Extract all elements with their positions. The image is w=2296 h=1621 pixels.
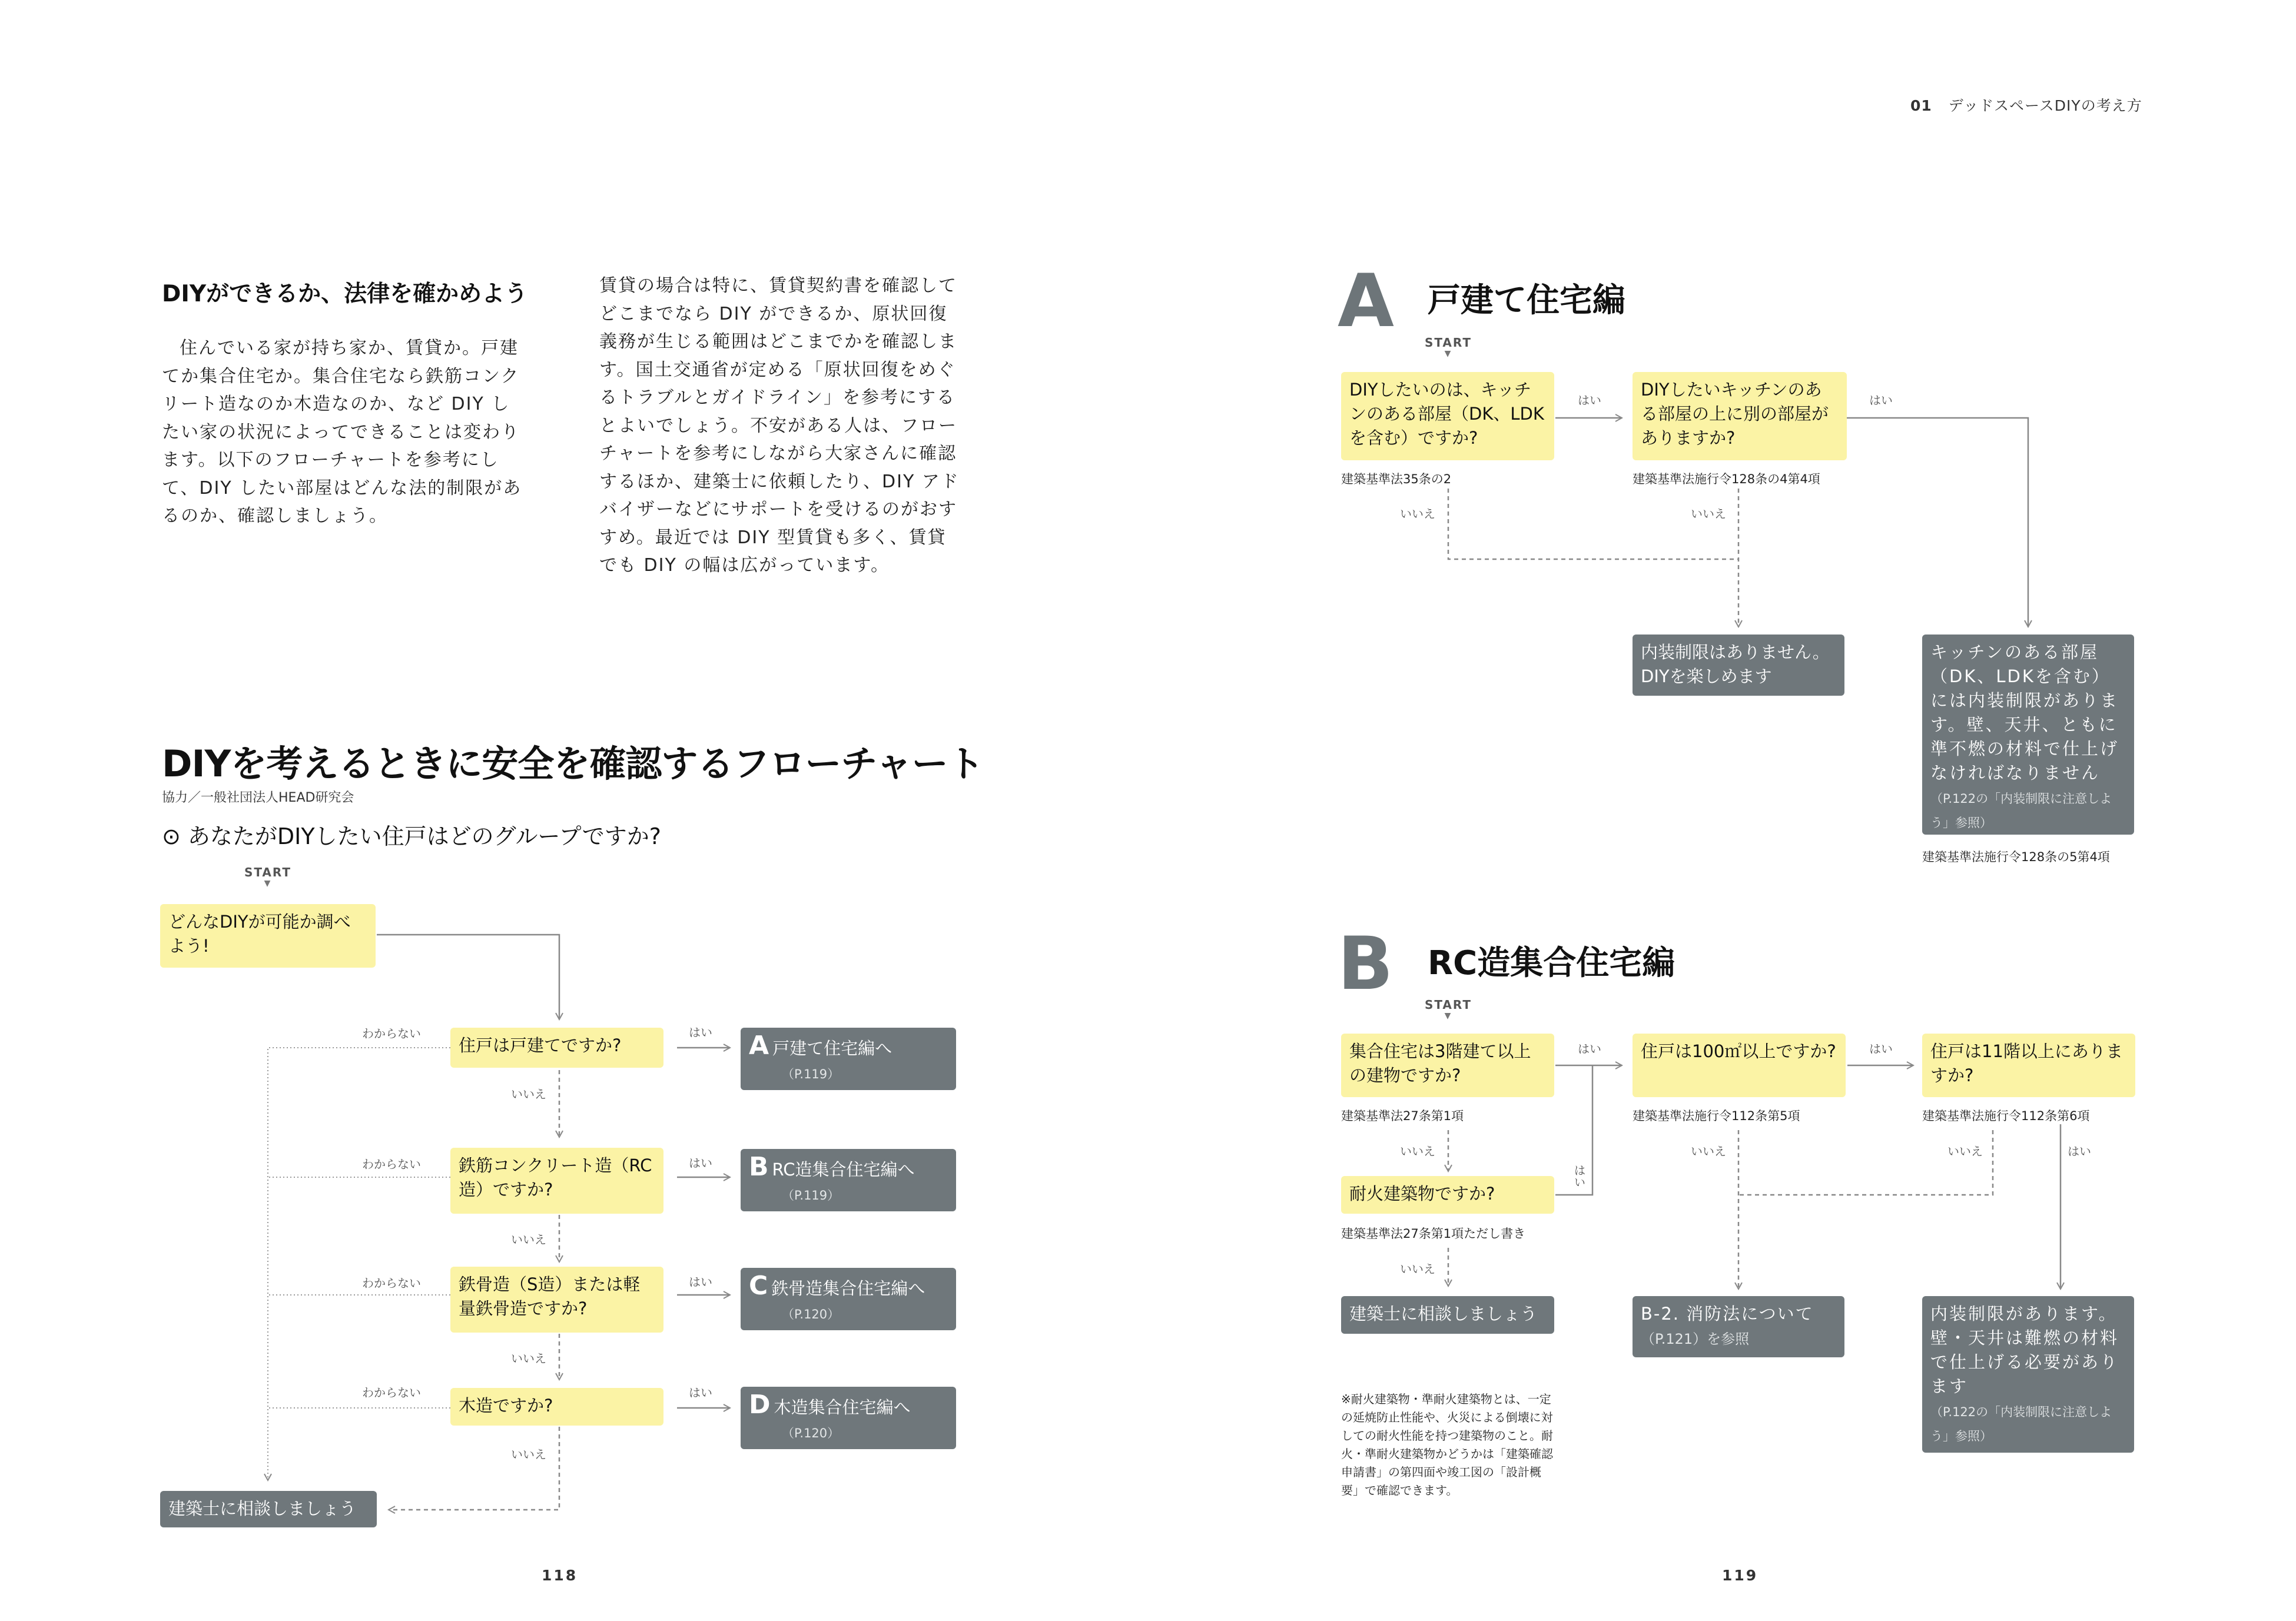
result-page-d: （P.120） xyxy=(782,1426,840,1440)
result-b-box xyxy=(741,1149,956,1211)
result-label-c: 鉄骨造集合住宅編へ xyxy=(771,1278,925,1298)
result-label-a: 戸建て住宅編へ xyxy=(772,1038,892,1058)
b-fire-ref: （P.121）を参照 xyxy=(1641,1331,1750,1347)
a-result-restrict xyxy=(1922,635,2134,835)
unknown-label-3: わからない xyxy=(362,1276,421,1290)
yes-label-2: はい xyxy=(689,1156,712,1170)
section-a-letter: A xyxy=(1338,259,1394,344)
result-letter-b: B xyxy=(749,1152,769,1182)
start-label xyxy=(235,865,300,888)
section-b-title: RC造集合住宅編 xyxy=(1428,944,1675,982)
b-yes-label-2: はい xyxy=(1869,1042,1893,1056)
chapter-title: デッドスペースDIYの考え方 xyxy=(1948,97,2142,114)
running-header xyxy=(1910,94,2142,115)
unknown-label-4: わからない xyxy=(362,1386,421,1400)
b-law-3: 建築基準法施行令112条第6項 xyxy=(1922,1109,2090,1123)
intro-column-2 xyxy=(599,272,960,580)
b-yes-label-1: はい xyxy=(1578,1042,1601,1056)
b-fire-text: B-2. 消防法について xyxy=(1641,1304,1814,1324)
no-label-2: いいえ xyxy=(511,1233,546,1247)
a-yes-label-2: はい xyxy=(1869,393,1893,407)
flowchart-credit: 協力／一般社団法人HEAD研究会 xyxy=(162,790,354,805)
b-no-label-3: いいえ xyxy=(1947,1144,1983,1158)
b-no-label-2: いいえ xyxy=(1691,1144,1726,1158)
yes-label-4: はい xyxy=(689,1386,712,1400)
b-law-4: 建築基準法27条第1項ただし書き xyxy=(1341,1227,1526,1241)
a-law-2: 建築基準法施行令128条の4第4項 xyxy=(1633,472,1820,486)
unknown-label-2: わからない xyxy=(362,1157,421,1171)
b-start-triangle-icon: ▼ xyxy=(1444,1011,1452,1021)
flowchart-title: DIYを考えるときに安全を確認するフローチャート xyxy=(162,742,984,785)
b-yes-label-vertical: はい xyxy=(1572,1164,1586,1188)
start-text: START xyxy=(244,865,292,879)
result-page-b: （P.119） xyxy=(782,1188,840,1203)
question-steel: 鉄骨造（S造）または軽量鉄骨造ですか? xyxy=(450,1267,663,1333)
intro-paragraph-2: 賃貸の場合は特に、賃貸契約書を確認してどこまでなら DIY ができるか、原状回復義務が生じる範囲はどこまでかを確認します。国土交通省が定める「原状回復をめぐるトラブルとガイドライン」を参考にするとよいでしょう。不安がある人は、フローチャートを参考にしながら大家さんに確認するほか、建築士に依頼したり、DIY アドバイザーなどにサポートを受けるのがおすすめ。最近では DIY 型賃貸も多く、賃貸でも DIY の幅は広がっています。 xyxy=(599,275,960,576)
question-detached: 住戸は戸建てですか? xyxy=(450,1028,663,1068)
no-label-3: いいえ xyxy=(511,1351,546,1366)
result-letter-c: C xyxy=(749,1271,768,1301)
result-letter-a: A xyxy=(749,1031,769,1061)
b-result-fire xyxy=(1633,1296,1844,1357)
no-label-4: いいえ xyxy=(511,1447,546,1461)
result-d-box xyxy=(741,1387,956,1449)
b-start-text: START xyxy=(1424,998,1472,1012)
page-number-left: 118 xyxy=(542,1567,578,1584)
unknown-label-1: わからない xyxy=(362,1027,421,1041)
b-law-2: 建築基準法施行令112条第5項 xyxy=(1633,1109,1800,1123)
a-question-kitchen: DIYしたいのは、キッチンのある部屋（DK、LDKを含む）ですか? xyxy=(1341,372,1554,460)
b-no-label-1: いいえ xyxy=(1400,1144,1435,1158)
intro-column-1 xyxy=(162,334,522,530)
a-restrict-ref: （P.122の「内装制限に注意しよう」参照） xyxy=(1930,792,2112,830)
b-question-floors: 集合住宅は3階建て以上の建物ですか? xyxy=(1341,1034,1554,1097)
a-start-text: START xyxy=(1424,336,1472,350)
b-question-height: 住戸は11階以上にありますか? xyxy=(1922,1034,2135,1097)
b-yes-label-3: はい xyxy=(2068,1144,2091,1158)
result-a-box xyxy=(741,1028,956,1090)
a-start-label xyxy=(1416,336,1481,358)
b-restrict-ref: （P.122の「内装制限に注意しよう」参照） xyxy=(1930,1405,2112,1443)
a-question-upstairs: DIYしたいキッチンのある部屋の上に別の部屋がありますか? xyxy=(1633,372,1847,460)
b-no-label-4: いいえ xyxy=(1400,1262,1435,1276)
consult-box-left: 建築士に相談しましょう xyxy=(160,1491,377,1527)
flowchart-question: ⊙ あなたがDIYしたい住戸はどのグループですか? xyxy=(162,823,661,849)
b-law-1: 建築基準法27条第1項 xyxy=(1341,1109,1464,1123)
start-triangle-icon: ▼ xyxy=(264,879,272,888)
a-start-triangle-icon: ▼ xyxy=(1444,349,1452,358)
no-label-1: いいえ xyxy=(511,1087,546,1101)
a-law-1: 建築基準法35条の2 xyxy=(1341,472,1452,486)
b-restrict-text: 内装制限があります。壁・天井は難燃の材料で仕上げる必要があります xyxy=(1930,1304,2119,1396)
result-label-d: 木造集合住宅編へ xyxy=(774,1397,911,1417)
section-a-title: 戸建て住宅編 xyxy=(1428,281,1625,320)
b-consult-box: 建築士に相談しましょう xyxy=(1341,1296,1554,1334)
result-letter-d: D xyxy=(749,1390,771,1420)
a-restrict-text: キッチンのある部屋（DK、LDKを含む）には内装制限があります。壁、天井、ともに準不燃の材料で仕上げなければなりません xyxy=(1930,642,2119,783)
intro-paragraph-1: 住んでいる家が持ち家か、賃貸か。戸建てか集合住宅か。集合住宅なら鉄筋コンクリート造なのか木造なのか、など DIY したい家の状況によってできることは変わります。以下のフローチャートを参考にして、DIY したい部屋はどんな法的制限があるのか、確認しましょう。 xyxy=(162,338,522,526)
a-result-ok: 内装制限はありません。DIYを楽しめます xyxy=(1633,635,1844,696)
result-page-a: （P.119） xyxy=(782,1067,840,1081)
b-footnote: ※耐火建築物・準耐火建築物とは、一定の延焼防止性能や、火災による倒壊に対しての耐火性能を持つ建築物のこと。耐火・準耐火建築物かどうかは「建築確認申請書」の第四面や竣工図の「設計概要」で確認できます。 xyxy=(1341,1392,1553,1497)
section-b-letter: B xyxy=(1338,922,1393,1007)
b-question-area: 住戸は100㎡以上ですか? xyxy=(1633,1034,1846,1097)
chapter-number: 01 xyxy=(1910,97,1932,114)
result-page-c: （P.120） xyxy=(782,1307,840,1321)
result-label-b: RC造集合住宅編へ xyxy=(772,1160,915,1180)
page-number-right: 119 xyxy=(1722,1567,1759,1584)
b-result-restrict xyxy=(1922,1296,2134,1453)
question-wood: 木造ですか? xyxy=(450,1388,663,1426)
yes-label-1: はい xyxy=(689,1025,712,1039)
a-no-label-2: いいえ xyxy=(1691,507,1726,521)
a-no-label-1: いいえ xyxy=(1400,507,1435,521)
yes-label-3: はい xyxy=(689,1275,712,1289)
b-question-fireproof: 耐火建築物ですか? xyxy=(1341,1176,1554,1214)
question-rc: 鉄筋コンクリート造（RC造）ですか? xyxy=(450,1148,663,1214)
a-yes-label-1: はい xyxy=(1578,393,1601,407)
start-box: どんなDIYが可能か調べよう! xyxy=(160,904,376,968)
a-law-3: 建築基準法施行令128条の5第4項 xyxy=(1922,850,2110,864)
result-c-box xyxy=(741,1268,956,1330)
b-start-label xyxy=(1416,998,1481,1020)
intro-heading: DIYができるか、法律を確かめよう xyxy=(162,281,528,307)
